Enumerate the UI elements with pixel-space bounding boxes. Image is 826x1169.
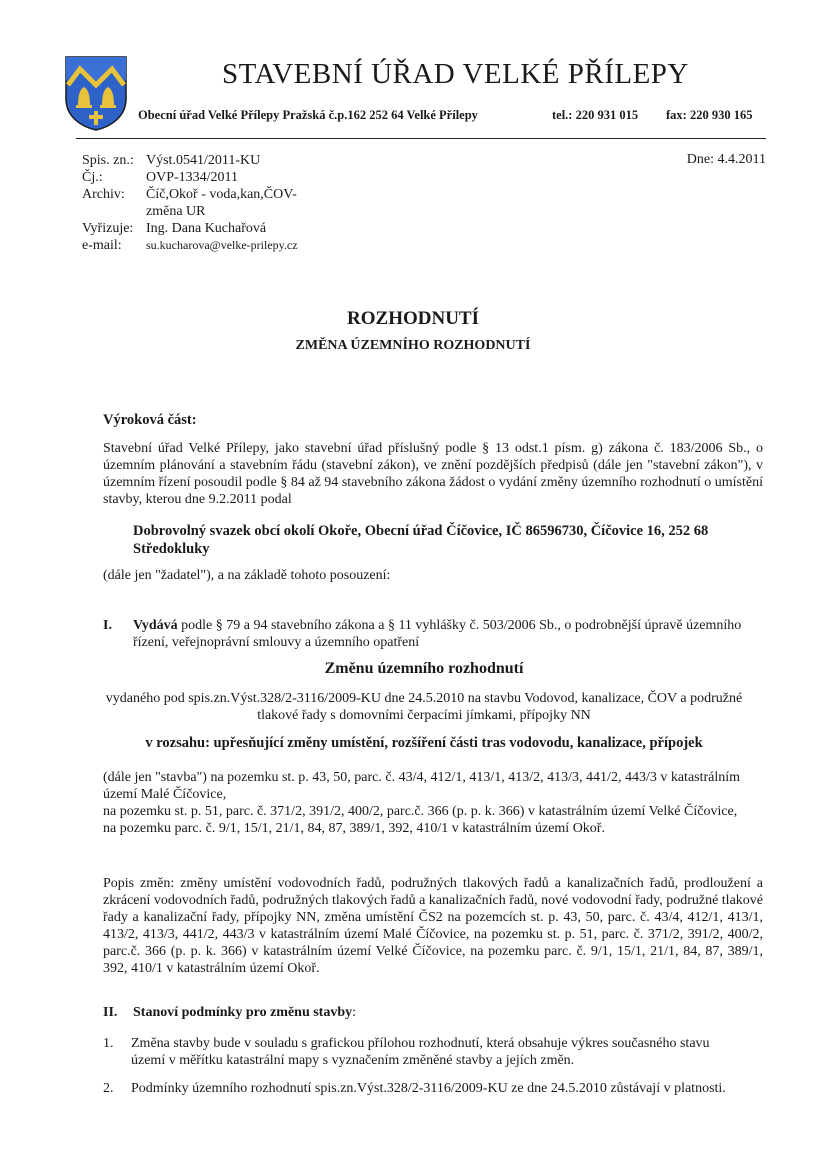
header-divider [76, 138, 766, 139]
section-heading: Výroková část: [103, 412, 197, 428]
intro-paragraph: Stavební úřad Velké Přílepy, jako stavební úřad příslušný podle § 13 odst.1 písm. g) zákona č. 183/2006 Sb., o územním plánování a stavebním řádu (stavební zákon), ve znění pozdějších předpisů (dále jen "stavební zákon"), v územním řízení posoudil podle § 84 až 94 stavebního zákona žádost o vydání změny územního rozhodnutí o umístění stavby, kterou dne 9.2.2011 podal [103, 441, 763, 507]
change-heading: Změnu územního rozhodnutí [324, 660, 524, 677]
meta-row-vyrizuje: Vyřizuje: Ing. Dana Kuchařová [82, 220, 346, 237]
handled-by: Ing. Dana Kuchařová [146, 221, 267, 236]
applicant: Dobrovolný svazek obcí okolí Okoře, Obecní úřad Číčovice, IČ 86596730, Číčovice 16, 252 68 Středokluky [133, 523, 709, 557]
file-number: Výst.0541/2011-KU [146, 153, 261, 168]
parcels-paragraph: (dále jen "stavba") na pozemku st. p. 43, 50, parc. č. 43/4, 412/1, 413/1, 413/2, 413/3, 441/2, 443/3 v katastrálním území Malé Číčovice, na pozemku st. p. 51, parc. č. 371/2, 391/2, 400/2, parc.č. 366 (p. p. k. 366) v katastrálním území Velké Číčovice, na pozemku parc. č. 9/1, 15/1, 21/1, 84, 87, 389/1, 392, 410/1 v katastrálním území Okoř. [103, 770, 741, 836]
change-scope: v rozsahu: upřesňující změny umístění, rozšíření části tras vodovodu, kanalizace, přípojek [145, 735, 703, 751]
office-address: Obecní úřad Velké Přílepy Pražská č.p.162 252 64 Velké Přílepy [138, 108, 478, 122]
meta-row-spis: Spis. zn.: Výst.0541/2011-KU [82, 152, 346, 169]
office-phone: tel.: 220 931 015 [552, 108, 639, 122]
item-text: Vydává podle § 79 a 94 stavebního zákona a § 11 vyhlášky č. 503/2006 Sb., o podrobnější úpravě územního řízení, veřejnoprávní smlouvy a územního opatření [133, 618, 742, 650]
meta-row-email: e-mail: su.kucharova@velke-prilepy.cz [82, 237, 346, 254]
change-description: Popis změn: změny umístění vodovodních řadů, podružných tlakových řadů a kanalizačních řadů, prodloužení a zkrácení vodovodních řadů, podružných tlakových řadů a kanalizačních řadů, nové vodovodní řady, podružné tlakové řady a kanalizační řady, přípojky NN, změna umístění ČS2 na pozemcích st. p. 43, 50, parc. č. 43/4, 412/1, 413/1, 413/2, 413/3, 441/2, 443/3 v katastrálním území Malé Číčovice, na pozemku st. p. 51, parc. č. 371/2, 391/2, 400/2, parc.č. 366 (p. p. k. 366) v katastrálním území Velké Číčovice, na pozemku parc. č. 9/1, 15/1, 21/1, 84, 87, 389/1, 392, 410/1 v katastrálním území Okoř. [103, 876, 763, 976]
meta-row-archiv-cont [82, 203, 346, 220]
archive-value-continued: změna UR [146, 204, 206, 219]
archive-value: Číč,Okoř - voda,kan,ČOV- [146, 187, 297, 202]
document-date: Dne: 4.4.2011 [686, 152, 766, 167]
document-page: STAVEBNÍ ÚŘAD VELKÉ PŘÍLEPY Obecní úřad Velké Přílepy Pražská č.p.162 252 64 Velké Přílepy tel.: 220 931 015 fax: 220 930 165 Spis. zn.: Výst.0541/2011-KU Čj.: OVP-1334/2011 Archiv: Číč,Okoř - voda,kan,ČOV- změna UR Vyřizuje: Ing. Dana Kuchařová e-mail: su.kucharova@velke-prilepy.cz Dne: 4.4.2011 ROZHODNUTÍ ZMĚNA ÚZEMNÍHO ROZHODNUTÍ Výroková část: Stavební úřad Velké Přílepy, jako stavební úřad příslušný podle § 13 odst.1 písm. g) zákona č. 183/2006 Sb., o územním plánování a stavebním řádu (stavební zákon), ve znění pozdějších předpisů (dále jen "stavební zákon"), v územním řízení posoudil podle § 84 až 94 stavebního zákona žádost o vydání změny územního rozhodnutí o umístění stavby, kterou dne 9.2.2011 podal Dobrovolný svazek obcí okolí Okoře, Obecní úřad Číčovice, IČ 86596730, Číčovice 16, 252 68 Středokluky (dále jen "žadatel"), a na základě tohoto posouzení: I. Vydává podle § 79 a 94 stavebního zákona a § 11 vyhlášky č. 503/2006 Sb., o podrobnější úpravě územního řízení, veřejnoprávní smlouvy a územního opatření Změnu územního rozhodnutí vydaného pod spis.zn.Výst.328/2-3116/2009-KU dne 24.5.2010 na stavbu Vodovod, kanalizace, ČOV a podružné tlakové řady s domovními čerpacími jímkami, přípojky NN v rozsahu: upřesňující změny umístění, rozšíření části tras vodovodu, kanalizace, přípojek (dále jen "stavba") na pozemku st. p. 43, 50, parc. č. 43/4, 412/1, 413/1, 413/2, 413/3, 441/2, 443/3 v katastrálním území Malé Číčovice, na pozemku st. p. 51, parc. č. 371/2, 391/2, 400/2, parc.č. 366 (p. p. k. 366) v katastrálním území Velké Číčovice, na pozemku parc. č. 9/1, 15/1, 21/1, 84, 87, 389/1, 392, 410/1 v katastrálním území Okoř. Popis změn: změny umístění vodovodních řadů, podružných tlakových řadů a kanalizačních řadů, prodloužení a zkrácení vodovodních řadů, podružných tlakových řadů a kanalizačních řadů, nové vodovodní řady, podružné tlakové řady a kanalizační řady, přípojky NN, změna umístění ČS2 na pozemcích st. p. 43, 50, parc. č. 43/4, 412/1, 413/1, 413/2, 413/3, 441/2, 443/3 v katastrálním území Malé Číčovice, na pozemku st. p. 51, parc. č. 371/2, 391/2, 400/2, parc.č. 366 (p. p. k. 366) v katastrálním území Velké Číčovice, na pozemku parc. č. 9/1, 15/1, 21/1, 84, 87, 389/1, 392, 410/1 v katastrálním území Okoř. II. Stanoví podmínky pro změnu stavby: 1. Změna stavby bude v souladu s grafickou přílohou rozhodnutí, která obsahuje výkres současného stavu území v měřítku katastrální mapy s vyznačením změněné stavby a jejích změn. 2. Podmínky územního rozhodnutí spis.zn.Výst.328/2-3116/2009-KU ze dne 24.5.2010 zůstávají v platnosti. [0, 0, 826, 1169]
document-title: ROZHODNUTÍ [347, 308, 479, 329]
item-number: II. [103, 1005, 118, 1020]
meta-row-archiv: Archiv: Číč,Okoř - voda,kan,ČOV- [82, 186, 346, 203]
email-address: su.kucharova@velke-prilepy.cz [146, 238, 298, 252]
document-subtitle: ZMĚNA ÚZEMNÍHO ROZHODNUTÍ [295, 338, 531, 353]
original-decision-reference: vydaného pod spis.zn.Výst.328/2-3116/2009-KU dne 24.5.2010 na stavbu Vodovod, kanalizace, ČOV a podružné tlakové řady s domovními čerpacími jímkami, přípojky NN [105, 691, 743, 723]
applicant-note: (dále jen "žadatel"), a na základě tohoto posouzení: [103, 568, 391, 583]
office-fax: fax: 220 930 165 [666, 108, 753, 122]
reference-number: OVP-1334/2011 [146, 170, 239, 185]
reference-block [82, 152, 346, 254]
municipal-coat-of-arms-icon [64, 55, 128, 131]
item-text: Stanoví podmínky pro změnu stavby: [133, 1005, 357, 1020]
meta-row-cj: Čj.: OVP-1334/2011 [82, 169, 346, 186]
office-title: STAVEBNÍ ÚŘAD VELKÉ PŘÍLEPY [222, 58, 689, 90]
item-number: I. [103, 618, 112, 633]
